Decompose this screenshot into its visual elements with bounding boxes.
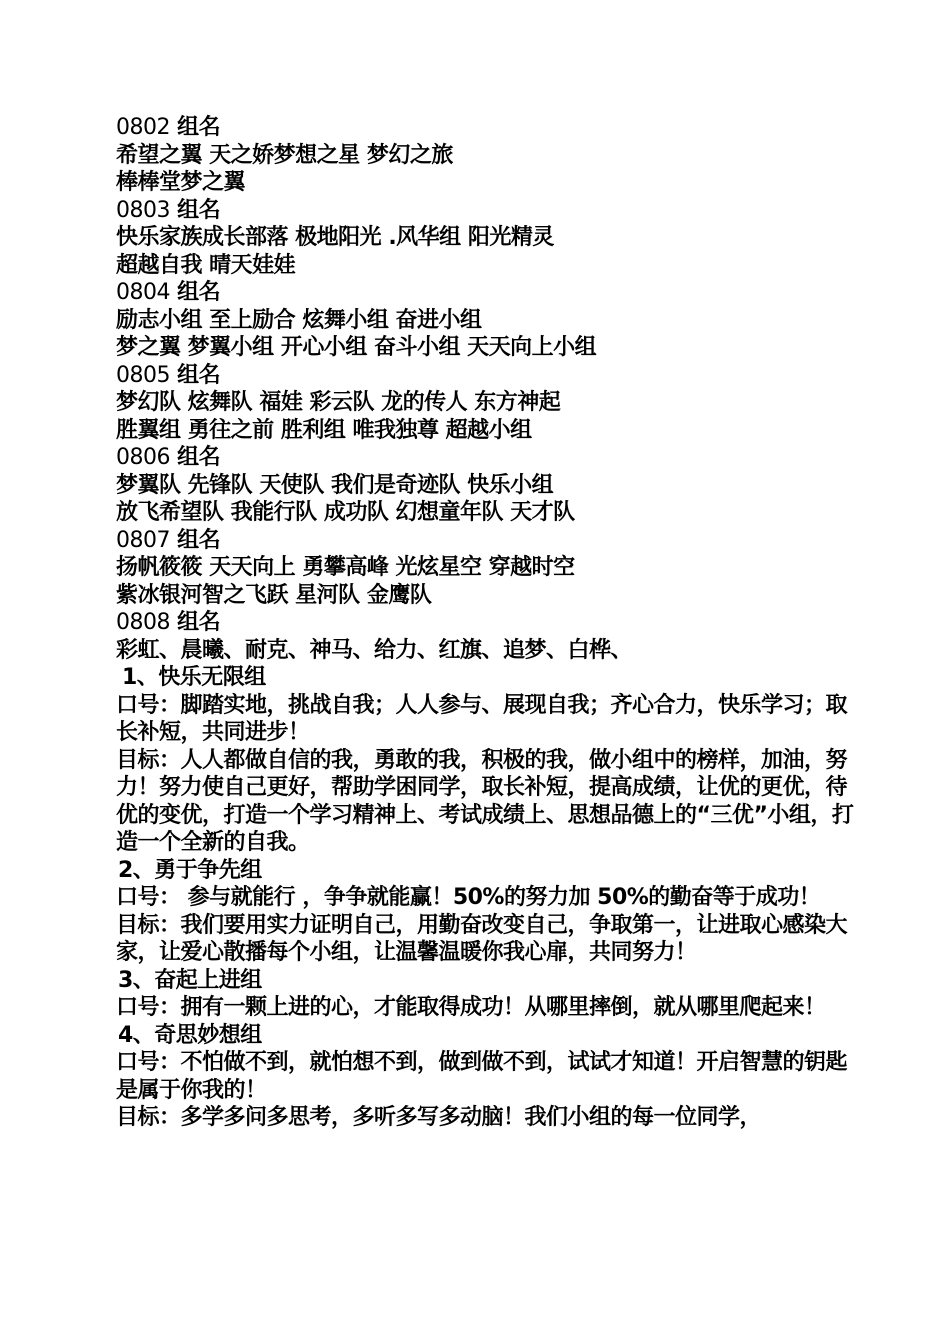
section-slogan: 口号：不怕做不到，就怕想不到，做到做不到，试试才知道！开启智慧的钥匙是属于你我的！: [116, 1050, 848, 1103]
section-heading: 4、奇思妙想组: [118, 1022, 262, 1048]
group-heading-0808: 0808 组名: [116, 610, 221, 635]
group-names: 超越自我 晴天娃娃: [116, 252, 296, 278]
group-names: 快乐家族成长部落 极地阳光 .风华组 阳光精灵: [116, 225, 554, 250]
group-names: 扬帆筱筱 天天向上 勇攀高峰 光炫星空 穿越时空: [116, 555, 575, 580]
section-goal: 目标：多学多问多思考，多听多写多动脑！我们小组的每一位同学，: [116, 1105, 762, 1130]
group-names: 紫冰银河智之飞跃 星河队 金鹰队: [116, 582, 432, 608]
group-names: 梦翼队 先锋队 天使队 我们是奇迹队 快乐小组: [116, 472, 554, 498]
group-heading-0805: 0805 组名: [116, 362, 221, 388]
section-goal: 目标：我们要用实力证明自己，用勤奋改变自己，争取第一，让进取心感染大家，让爱心散播每个小组，让温馨温暖你我心扉，共同努力！: [116, 912, 848, 965]
group-names: 放飞希望队 我能行队 成功队 幻想童年队 天才队: [116, 500, 575, 525]
section-heading: 3、奋起上进组: [118, 967, 262, 993]
group-heading-0804: 0804 组名: [116, 280, 221, 305]
group-names: 励志小组 至上励合 炫舞小组 奋进小组: [116, 307, 482, 333]
group-names: 棒棒堂梦之翼: [116, 170, 246, 195]
section-slogan: 口号：拥有一颗上进的心，才能取得成功！从哪里摔倒，就从哪里爬起来！: [116, 995, 826, 1020]
group-names: 梦幻队 炫舞队 福娃 彩云队 龙的传人 东方神起: [116, 390, 561, 415]
group-heading-0806: 0806 组名: [116, 445, 221, 470]
group-heading-0802: 0802 组名: [116, 115, 221, 140]
section-heading: 1、快乐无限组: [122, 665, 266, 690]
group-names: 梦之翼 梦翼小组 开心小组 奋斗小组 天天向上小组: [116, 335, 597, 360]
group-names: 胜翼组 勇往之前 胜利组 唯我独尊 超越小组: [116, 417, 532, 443]
section-slogan: 口号： 参与就能行 ，争争就能赢！50%的努力加 50%的勤奋等于成功！: [116, 885, 821, 910]
group-names: 彩虹、晨曦、耐克、神马、给力、红旗、追梦、白桦、: [116, 637, 633, 663]
group-heading-0803: 0803 组名: [116, 197, 221, 223]
group-heading-0807: 0807 组名: [116, 527, 221, 553]
section-heading: 2、勇于争先组: [118, 857, 262, 883]
section-goal: 目标：人人都做自信的我，勇敢的我，积极的我，做小组中的榜样，加油，努力！努力使自己更好，帮助学困同学，取长补短，提高成绩，让优的更优，待优的变优，打造一个学习精神上、考试成绩上、思想品德上的“三优”小组，打造一个全新的自我。: [116, 747, 854, 855]
document-page: [116, 114, 856, 1132]
group-names: 希望之翼 天之娇梦想之星 梦幻之旅: [116, 142, 453, 168]
section-slogan: 口号：脚踏实地，挑战自我；人人参与、展现自我；齐心合力，快乐学习；取长补短，共同进步！: [116, 692, 848, 745]
